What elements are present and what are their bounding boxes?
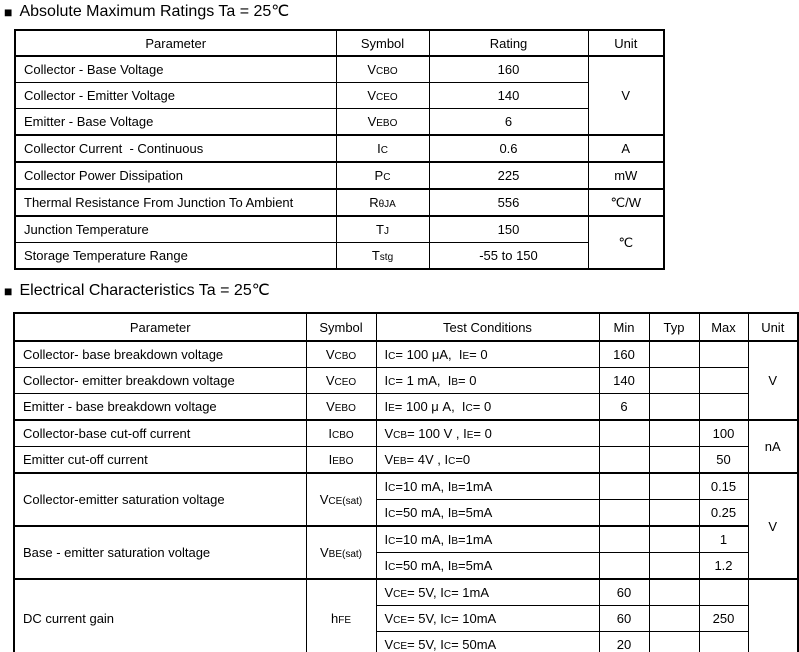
parameter-cell: Collector-emitter saturation voltage	[14, 473, 306, 526]
rating-cell: 225	[429, 162, 588, 189]
unit-cell: ℃/W	[588, 189, 664, 216]
table-row	[14, 473, 798, 500]
condition-cell: IC=50 mA, IB=5mA	[376, 500, 599, 527]
max-cell	[699, 368, 748, 394]
table-row	[14, 368, 798, 394]
condition-cell: IE= 100 μ A, IC= 0	[376, 394, 599, 421]
elec-char-title-text: Electrical Characteristics Ta = 25℃	[19, 282, 270, 299]
rating-cell: -55 to 150	[429, 243, 588, 270]
parameter-cell: Collector- emitter breakdown voltage	[14, 368, 306, 394]
header-test-conditions: Test Conditions	[376, 313, 599, 341]
typ-cell	[649, 394, 699, 421]
parameter-cell: Collector - Base Voltage	[15, 56, 336, 83]
header-symbol: Symbol	[336, 30, 429, 56]
elec-char-table	[13, 312, 799, 652]
rating-cell: 556	[429, 189, 588, 216]
header-symbol: Symbol	[306, 313, 376, 341]
parameter-cell: Storage Temperature Range	[15, 243, 336, 270]
table-header-row	[15, 30, 664, 56]
min-cell: 140	[599, 368, 649, 394]
rating-cell: 140	[429, 83, 588, 109]
parameter-cell: Collector-base cut-off current	[14, 420, 306, 447]
min-cell: 60	[599, 606, 649, 632]
header-unit: Unit	[588, 30, 664, 56]
max-cell	[699, 579, 748, 606]
max-cell	[699, 394, 748, 421]
unit-cell: mW	[588, 162, 664, 189]
section-bullet-icon: ■	[4, 4, 13, 20]
parameter-cell: Thermal Resistance From Junction To Ambient	[15, 189, 336, 216]
table-row	[15, 56, 664, 83]
max-cell: 0.15	[699, 473, 748, 500]
header-parameter: Parameter	[15, 30, 336, 56]
abs-max-section-title	[4, 3, 289, 21]
max-cell	[699, 341, 748, 368]
parameter-cell: DC current gain	[14, 579, 306, 652]
condition-cell: VCB= 100 V , IE= 0	[376, 420, 599, 447]
typ-cell	[649, 526, 699, 553]
max-cell	[699, 632, 748, 652]
table-row	[14, 526, 798, 553]
typ-cell	[649, 632, 699, 652]
table-row	[15, 83, 664, 109]
table-row	[15, 162, 664, 189]
min-cell: 160	[599, 341, 649, 368]
table-row	[14, 447, 798, 474]
symbol-cell: IEBO	[306, 447, 376, 474]
max-cell: 250	[699, 606, 748, 632]
symbol-cell: TJ	[336, 216, 429, 243]
typ-cell	[649, 473, 699, 500]
max-cell: 100	[699, 420, 748, 447]
max-cell: 50	[699, 447, 748, 474]
typ-cell	[649, 606, 699, 632]
header-unit: Unit	[748, 313, 798, 341]
header-max: Max	[699, 313, 748, 341]
typ-cell	[649, 341, 699, 368]
parameter-cell: Collector - Emitter Voltage	[15, 83, 336, 109]
parameter-cell: Collector- base breakdown voltage	[14, 341, 306, 368]
parameter-cell: Emitter - Base Voltage	[15, 109, 336, 136]
symbol-cell: ICBO	[306, 420, 376, 447]
header-rating: Rating	[429, 30, 588, 56]
typ-cell	[649, 500, 699, 527]
parameter-cell: Collector Power Dissipation	[15, 162, 336, 189]
typ-cell	[649, 420, 699, 447]
min-cell: 60	[599, 579, 649, 606]
elec-char-section-title	[4, 282, 270, 300]
symbol-cell: VCEO	[336, 83, 429, 109]
abs-max-title-text: Absolute Maximum Ratings Ta = 25℃	[19, 3, 290, 20]
table-row	[14, 420, 798, 447]
unit-cell: nA	[748, 420, 798, 473]
parameter-cell: Base - emitter saturation voltage	[14, 526, 306, 579]
table-row	[15, 135, 664, 162]
min-cell: 20	[599, 632, 649, 652]
table-row	[15, 216, 664, 243]
rating-cell: 160	[429, 56, 588, 83]
symbol-cell: PC	[336, 162, 429, 189]
condition-cell: IC= 100 μA, IE= 0	[376, 341, 599, 368]
symbol-cell: Tstg	[336, 243, 429, 270]
unit-cell: V	[748, 341, 798, 420]
condition-cell: IC=10 mA, IB=1mA	[376, 526, 599, 553]
min-cell	[599, 500, 649, 527]
header-min: Min	[599, 313, 649, 341]
parameter-cell: Emitter cut-off current	[14, 447, 306, 474]
min-cell	[599, 473, 649, 500]
min-cell	[599, 420, 649, 447]
min-cell	[599, 447, 649, 474]
typ-cell	[649, 579, 699, 606]
unit-cell: V	[588, 56, 664, 135]
min-cell	[599, 553, 649, 580]
symbol-cell: VEBO	[336, 109, 429, 136]
table-row	[15, 243, 664, 270]
unit-cell: V	[748, 473, 798, 579]
header-parameter: Parameter	[14, 313, 306, 341]
max-cell: 1	[699, 526, 748, 553]
table-row	[14, 579, 798, 606]
max-cell: 0.25	[699, 500, 748, 527]
abs-max-table	[14, 29, 665, 270]
parameter-cell: Emitter - base breakdown voltage	[14, 394, 306, 421]
typ-cell	[649, 553, 699, 580]
typ-cell	[649, 447, 699, 474]
symbol-cell: VCEO	[306, 368, 376, 394]
condition-cell: VCE= 5V, IC= 10mA	[376, 606, 599, 632]
unit-cell: ℃	[588, 216, 664, 269]
rating-cell: 150	[429, 216, 588, 243]
table-row	[14, 341, 798, 368]
symbol-cell: VCE(sat)	[306, 473, 376, 526]
symbol-cell: VCBO	[336, 56, 429, 83]
symbol-cell: hFE	[306, 579, 376, 652]
condition-cell: IC=10 mA, IB=1mA	[376, 473, 599, 500]
condition-cell: IC=50 mA, IB=5mA	[376, 553, 599, 580]
unit-cell: A	[588, 135, 664, 162]
condition-cell: IC= 1 mA, IB= 0	[376, 368, 599, 394]
symbol-cell: VBE(sat)	[306, 526, 376, 579]
symbol-cell: VEBO	[306, 394, 376, 421]
rating-cell: 0.6	[429, 135, 588, 162]
symbol-cell: RθJA	[336, 189, 429, 216]
condition-cell: VCE= 5V, IC= 1mA	[376, 579, 599, 606]
table-row	[15, 189, 664, 216]
table-header-row	[14, 313, 798, 341]
table-row	[14, 394, 798, 421]
typ-cell	[649, 368, 699, 394]
parameter-cell: Collector Current - Continuous	[15, 135, 336, 162]
header-typ: Typ	[649, 313, 699, 341]
min-cell	[599, 526, 649, 553]
min-cell: 6	[599, 394, 649, 421]
rating-cell: 6	[429, 109, 588, 136]
unit-cell	[748, 579, 798, 652]
section-bullet-icon: ■	[4, 283, 13, 299]
condition-cell: VCE= 5V, IC= 50mA	[376, 632, 599, 652]
table-row	[15, 109, 664, 136]
symbol-cell: IC	[336, 135, 429, 162]
max-cell: 1.2	[699, 553, 748, 580]
symbol-cell: VCBO	[306, 341, 376, 368]
condition-cell: VEB= 4V , IC=0	[376, 447, 599, 474]
parameter-cell: Junction Temperature	[15, 216, 336, 243]
